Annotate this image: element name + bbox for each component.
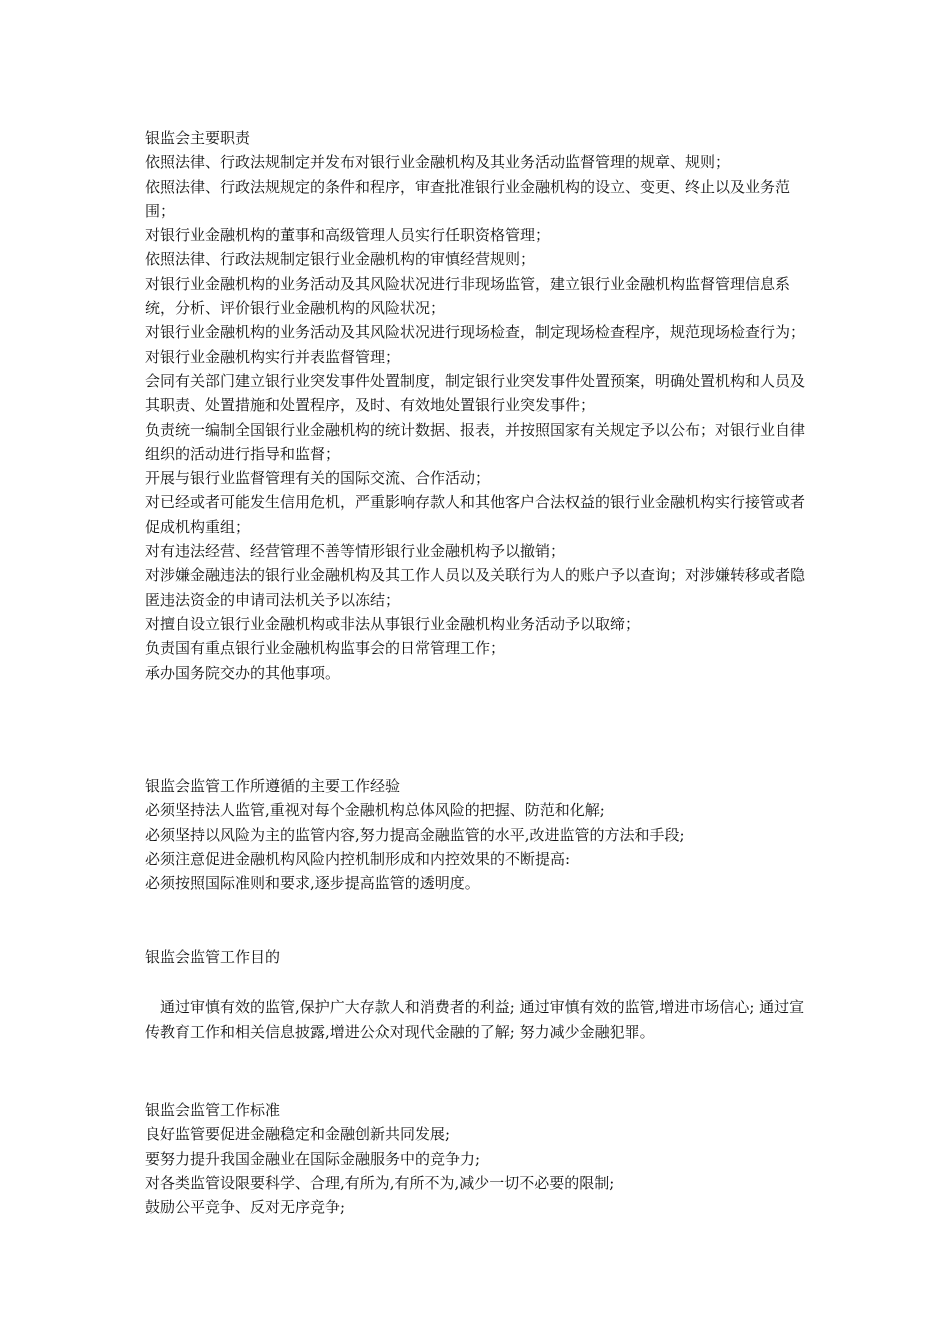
section-heading: 银监会监管工作标准 [145, 1101, 281, 1119]
paragraph-line: 对银行业金融机构实行并表监督管理； [145, 347, 401, 366]
paragraph-line: 必须注意促进金融机构风险内控机制形成和内控效果的不断提高: [145, 849, 571, 868]
paragraph-line: 负责统一编制全国银行业金融机构的统计数据、报表，并按照国家有关规定予以公布；对银行业自律组织的活动进行指导和监督； [145, 420, 806, 463]
paragraph-line: 必须坚持以风险为主的监管内容,努力提高金融监管的水平,改进监管的方法和手段; [145, 825, 685, 844]
section-standards [145, 1098, 815, 1219]
section-heading: 银监会主要职责 [145, 129, 251, 147]
paragraph-line: 必须坚持法人监管,重视对每个金融机构总体风险的把握、防范和化解; [145, 801, 605, 820]
paragraph-line: 对各类监管设限要科学、合理,有所为,有所不为,减少一切不必要的限制; [145, 1173, 615, 1192]
section-heading: 银监会监管工作所遵循的主要工作经验 [145, 777, 401, 795]
paragraph-line: 依照法律、行政法规规定的条件和程序，审查批准银行业金融机构的设立、变更、终止以及业务范围； [145, 177, 791, 220]
section-work-experience [145, 774, 815, 895]
paragraph-line: 依照法律、行政法规制定银行业金融机构的审慎经营规则； [145, 250, 536, 269]
paragraph-line: 必须按照国际准则和要求,逐步提高监管的透明度。 [145, 874, 480, 893]
paragraph-line: 依照法律、行政法规制定并发布对银行业金融机构及其业务活动监督管理的规章、规则； [145, 153, 731, 172]
paragraph-line: 开展与银行业监督管理有关的国际交流、合作活动； [145, 469, 491, 488]
paragraph-line: 鼓励公平竞争、反对无序竞争; [145, 1198, 346, 1217]
paragraph-line: 对银行业金融机构的业务活动及其风险状况进行现场检查，制定现场检查程序，规范现场检查行为； [145, 323, 806, 342]
paragraph-line: 会同有关部门建立银行业突发事件处置制度，制定银行业突发事件处置预案，明确处置机构和人员及其职责、处置措施和处置程序，及时、有效地处置银行业突发事件； [145, 371, 806, 415]
paragraph-line: 对银行业金融机构的董事和高级管理人员实行任职资格管理； [145, 226, 551, 245]
paragraph-line: 对有违法经营、经营管理不善等情形银行业金融机构予以撤销； [145, 542, 566, 561]
paragraph-line: 要努力提升我国金融业在国际金融服务中的竞争力; [145, 1149, 481, 1168]
paragraph-line: 对银行业金融机构的业务活动及其风险状况进行非现场监管，建立银行业金融机构监督管理信息系统，分析、评价银行业金融机构的风险状况； [145, 274, 791, 318]
paragraph-line: 良好监管要促进金融稳定和金融创新共同发展; [145, 1125, 451, 1144]
paragraph-line: 承办国务院交办的其他事项。 [145, 663, 341, 682]
paragraph-line: 对涉嫌金融违法的银行业金融机构及其工作人员以及关联行为人的账户予以查询；对涉嫌转移或者隐匿违法资金的申请司法机关予以冻结； [145, 566, 806, 609]
paragraph-text: 通过审慎有效的监管,保护广大存款人和消费者的利益; 通过审慎有效的监管,增进市场信心; 通过宣传教育工作和相关信息披露,增进公众对现代金融的了解; 努力减少金融犯罪。 [145, 998, 805, 1041]
paragraph-line: 对已经或者可能发生信用危机，严重影响存款人和其他客户合法权益的银行业金融机构实行接管或者促成机构重组； [145, 493, 806, 536]
paragraph-line: 负责国有重点银行业金融机构监事会的日常管理工作； [145, 639, 506, 658]
paragraph-line: 对擅自设立银行业金融机构或非法从事银行业金融机构业务活动予以取缔； [145, 614, 641, 633]
section-main-duties [145, 126, 815, 685]
section-heading: 银监会监管工作目的 [145, 948, 281, 966]
section-objectives [145, 945, 815, 1044]
